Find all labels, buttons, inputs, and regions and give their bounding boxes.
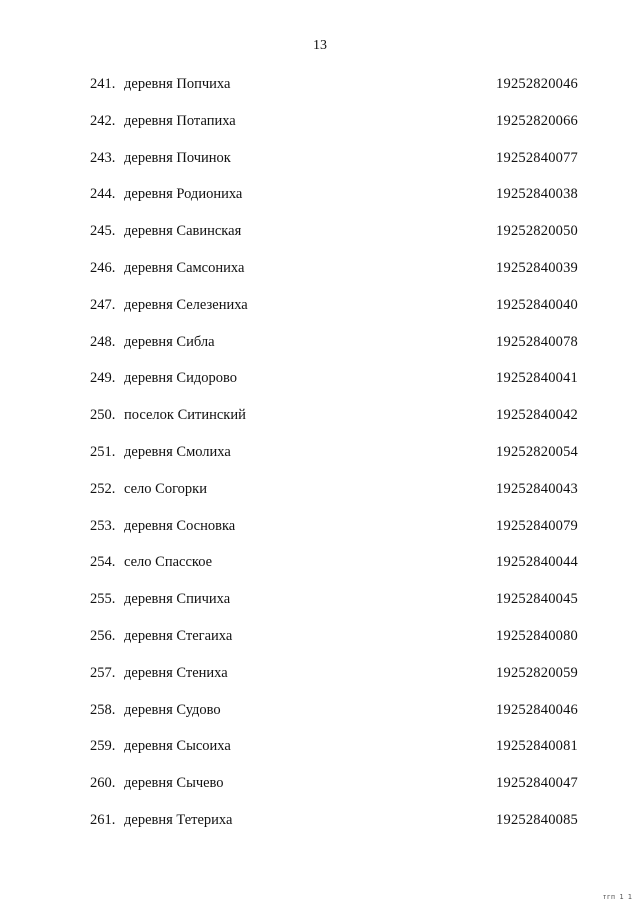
settlement-name: деревня Потапиха	[124, 112, 236, 129]
oktmo-code: 19252840080	[496, 627, 578, 644]
settlement-name: деревня Попчиха	[124, 76, 231, 92]
item-number: 258.	[90, 701, 116, 718]
settlement-name: деревня Савинская	[124, 223, 242, 240]
item-number: 253.	[90, 517, 116, 534]
list-item	[0, 479, 640, 516]
oktmo-code: 19252840044	[496, 554, 578, 571]
item-number: 248.	[90, 333, 116, 350]
settlement-name: деревня Тетериха	[124, 811, 233, 828]
item-number: 245.	[90, 223, 116, 240]
item-number: 243.	[90, 149, 116, 166]
settlement-name: деревня Сычево	[124, 775, 224, 792]
oktmo-code: 19252840078	[496, 333, 578, 350]
settlement-name: деревня Селезениха	[124, 296, 248, 313]
list-item	[0, 258, 640, 295]
oktmo-code: 19252820046	[496, 76, 578, 92]
settlement-name: деревня Сысоиха	[124, 738, 231, 755]
oktmo-code: 19252840042	[496, 407, 578, 424]
oktmo-code: 19252840046	[496, 701, 578, 718]
item-number: 241.	[90, 76, 116, 92]
oktmo-code: 19252840043	[496, 480, 578, 497]
settlement-name: село Согорки	[124, 480, 207, 497]
item-number: 260.	[90, 775, 116, 792]
item-number: 244.	[90, 186, 116, 203]
settlement-name: село Спасское	[124, 554, 213, 571]
list-item	[0, 589, 640, 626]
settlement-name: деревня Самсониха	[124, 259, 245, 276]
list-item	[0, 221, 640, 258]
item-number: 247.	[90, 296, 116, 313]
settlement-name: деревня Спичиха	[124, 591, 231, 608]
oktmo-code: 19252840047	[496, 775, 578, 792]
settlement-name: деревня Сосновка	[124, 517, 236, 534]
oktmo-code: 19252840077	[496, 149, 578, 166]
list-item	[0, 368, 640, 405]
list-item	[0, 74, 640, 111]
settlement-name: деревня Сидорово	[124, 370, 237, 387]
list-item	[0, 552, 640, 589]
list-item	[0, 148, 640, 185]
list-item	[0, 773, 640, 810]
footer-mark: тгп 1 1	[602, 893, 632, 901]
item-number: 254.	[90, 554, 116, 571]
list-item	[0, 663, 640, 700]
settlement-name: деревня Сибла	[124, 333, 215, 350]
list-item	[0, 184, 640, 221]
list-item	[0, 405, 640, 442]
settlement-name: деревня Судово	[124, 701, 221, 718]
oktmo-code: 19252820054	[496, 443, 578, 460]
oktmo-code: 19252840039	[496, 259, 578, 276]
list-item	[0, 736, 640, 773]
item-number: 259.	[90, 738, 116, 755]
item-number: 257.	[90, 664, 116, 681]
page-number: 13	[313, 38, 327, 53]
list-item	[0, 810, 640, 847]
list-item	[0, 332, 640, 369]
list-item	[0, 626, 640, 663]
item-number: 255.	[90, 591, 116, 608]
oktmo-code: 19252820059	[496, 664, 578, 681]
item-number: 256.	[90, 627, 116, 644]
list-item	[0, 295, 640, 332]
settlement-name: поселок Ситинский	[124, 407, 246, 424]
oktmo-code: 19252820050	[496, 223, 578, 240]
oktmo-code: 19252840038	[496, 186, 578, 203]
oktmo-code: 19252840045	[496, 591, 578, 608]
oktmo-code: 19252840085	[496, 811, 578, 828]
oktmo-code: 19252820066	[496, 112, 578, 129]
list-item	[0, 516, 640, 553]
list-item	[0, 442, 640, 479]
item-number: 250.	[90, 407, 116, 424]
oktmo-code: 19252840040	[496, 296, 578, 313]
settlement-name: деревня Стегаиха	[124, 627, 233, 644]
item-number: 246.	[90, 259, 116, 276]
oktmo-code: 19252840081	[496, 738, 578, 755]
settlement-name: деревня Стениха	[124, 664, 228, 681]
item-number: 249.	[90, 370, 116, 387]
oktmo-code: 19252840041	[496, 370, 578, 387]
settlement-name: деревня Родиониха	[124, 186, 243, 203]
item-number: 251.	[90, 443, 116, 460]
item-number: 252.	[90, 480, 116, 497]
list-item	[0, 111, 640, 148]
item-number: 261.	[90, 811, 116, 828]
settlement-name: деревня Смолиха	[124, 443, 231, 460]
list-item	[0, 700, 640, 737]
oktmo-code: 19252840079	[496, 517, 578, 534]
settlement-name: деревня Починок	[124, 149, 231, 166]
settlement-list	[0, 74, 640, 847]
item-number: 242.	[90, 112, 116, 129]
